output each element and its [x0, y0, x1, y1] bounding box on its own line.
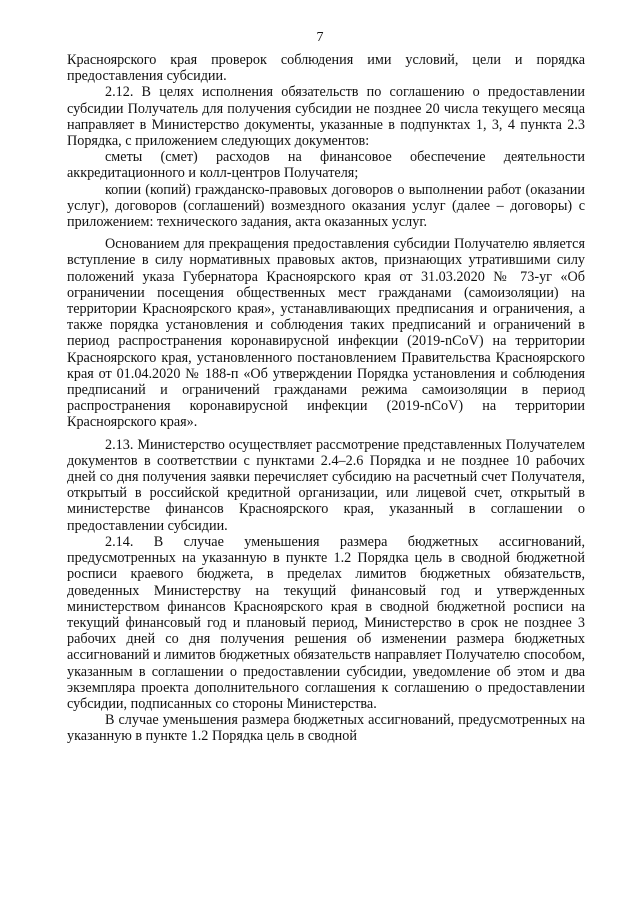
paragraph-termination-grounds: Основанием для прекращения предоставления субсидии Получателю является вступление в силу нормативных правовых актов, признающих утратившими силу положений указа Губернатора Красноярского края от 31.03.2020 № 73-уг «Об ограничении посещения общественных мест гражданами (самоизоляции) на территории Красноярского края», устанавливающих предписания и ограничения, а также порядка установления и соблюдения таких предписаний и ограничений в период распространения коронавирусной инфекции (2019-nCoV) на территории Красноярского края, установленного постановлением Правительства Красноярского края от 01.04.2020 № 188-п «Об утверждении Порядка установления и соблюдения предписаний и ограничений гражданами режима самоизоляции в период распространения коронавирусной инфекции (2019-nCoV) на территории Красноярского края».: [67, 236, 585, 431]
document-body: [67, 52, 585, 745]
page-number: 7: [316, 30, 324, 45]
paragraph-2-14: 2.14. В случае уменьшения размера бюджетных ассигнований, предусмотренных на указанную в пункте 1.2 Порядка цель в сводной бюджетной росписи краевого бюджета, в пределах лимитов бюджетных обязательств, доведенных Министерству на текущий финансовый год и утвержденных министерством финансов Красноярского края в сводной бюджетной росписи на текущий финансовый год и плановый период, Министерство в срок не позднее 3 рабочих дней со дня получения решения об изменении размера бюджетных ассигнований и лимитов бюджетных обязательств направляет Получателю способом, указанным в соглашении о предоставлении субсидии, уведомление об этом и два экземпляра проекта дополнительного соглашения к соглашению о предоставлении субсидии, подписанных со стороны Министерства.: [67, 533, 585, 712]
paragraph-estimates: сметы (смет) расходов на финансовое обеспечение деятельности аккредитационного и колл-центров Получателя;: [67, 149, 585, 182]
paragraph-continuation: Красноярского края проверок соблюдения ими условий, цели и порядка предоставления субсидии.: [67, 52, 585, 85]
paragraph-2-13: 2.13. Министерство осуществляет рассмотрение представленных Получателем документов в соответствии с пунктами 2.4–2.6 Порядка и не позднее 10 рабочих дней со дня получения заявки перечисляет субсидию на расчетный счет Получателя, открытый в российской кредитной организации, или лицевой счет, открытый в министерстве финансов Красноярского края, указанный в соглашении о предоставлении субсидии.: [67, 436, 585, 534]
paragraph-reduction-case: В случае уменьшения размера бюджетных ассигнований, предусмотренных на указанную в пункте 1.2 Порядка цель в сводной: [67, 712, 585, 745]
paragraph-contracts: копии (копий) гражданско-правовых договоров о выполнении работ (оказании услуг), договоров (соглашений) возмездного оказания услуг (далее – договоры) с приложением: технического задания, акта оказанных услуг.: [67, 181, 585, 231]
paragraph-2-12: 2.12. В целях исполнения обязательств по соглашению о предоставлении субсидии Получатель для получения субсидии не позднее 20 числа текущего месяца направляет в Министерство документы, указанные в подпунктах 1, 3, 4 пункта 2.3 Порядка, с приложением следующих документов:: [67, 84, 585, 150]
